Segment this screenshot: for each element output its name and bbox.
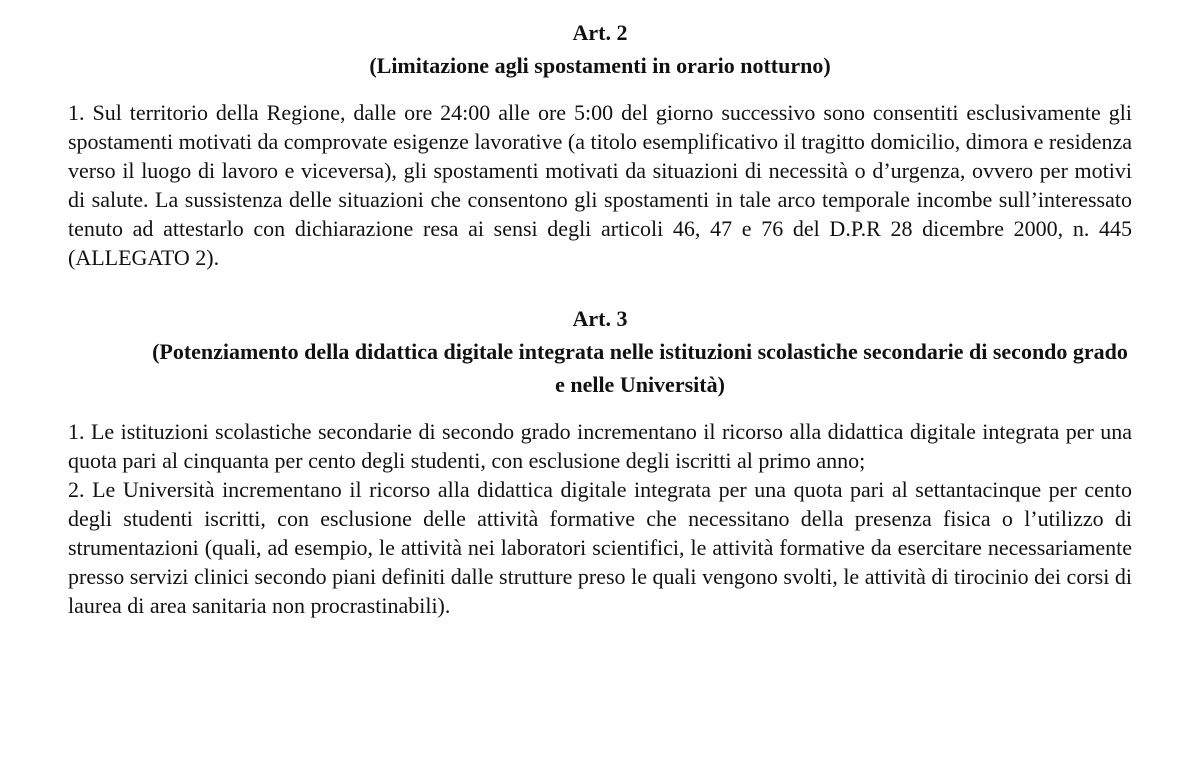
document-page (68, 16, 1132, 620)
article-2-title: Art. 2 (572, 20, 628, 45)
article-2 (68, 16, 1132, 272)
article-2-subtitle: (Limitazione agli spostamenti in orario notturno) (369, 53, 831, 78)
spacer (68, 82, 1132, 98)
spacer (68, 272, 1132, 302)
article-3-paragraph-1: 1. Le istituzioni scolastiche secondarie di secondo grado incrementano il ricorso alla didattica digitale integrata per una quota pari al cinquanta per cento degli studenti, con esclusione degli iscritti al primo anno; (68, 419, 1132, 473)
article-3-paragraph-2: 2. Le Università incrementano il ricorso alla didattica digitale integrata per una quota pari al settantacinque per cento degli studenti iscritti, con esclusione delle attività formative che necessitano della presenza fisica o l’utilizzo di strumentazioni (quali, ad esempio, le attività nei laboratori scientifici, le attività formative da esercitare necessariamente presso servizi clinici secondo piani definiti dalle strutture preso le quali vengono svolti, le attività di tirocinio dei corsi di laurea di area sanitaria non procrastinabili). (68, 477, 1132, 618)
article-3 (68, 302, 1132, 620)
article-3-title: Art. 3 (572, 306, 628, 331)
article-3-subtitle: (Potenziamento della didattica digitale integrata nelle istituzioni scolastiche secondarie di secondo grado e nelle Università) (152, 339, 1128, 397)
article-2-paragraph-1: 1. Sul territorio della Regione, dalle ore 24:00 alle ore 5:00 del giorno successivo sono consentiti esclusivamente gli spostamenti motivati da comprovate esigenze lavorative (a titolo esemplificativo il tragitto domicilio, dimora e residenza verso il luogo di lavoro e viceversa), gli spostamenti motivati da situazioni di necessità o d’urgenza, ovvero per motivi di salute. La sussistenza delle situazioni che consentono gli spostamenti in tale arco temporale incombe sull’interessato tenuto ad attestarlo con dichiarazione resa ai sensi degli articoli 46, 47 e 76 del D.P.R 28 dicembre 2000, n. 445 (ALLEGATO 2). (68, 100, 1132, 270)
spacer (68, 401, 1132, 417)
